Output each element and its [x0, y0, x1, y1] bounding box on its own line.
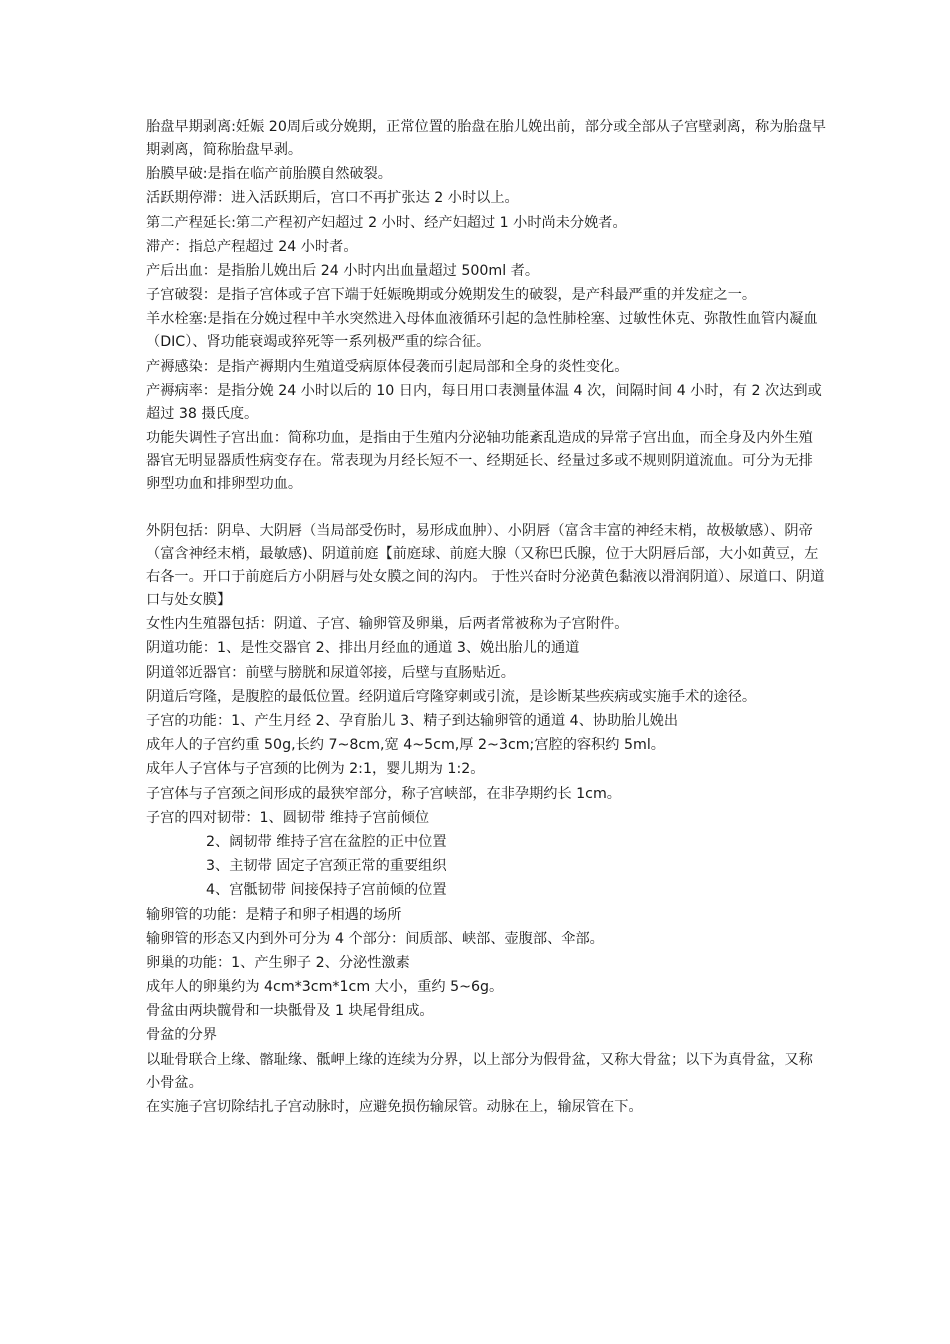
paragraph: 活跃期停滞：进入活跃期后，宫口不再扩张达 2 小时以上。	[146, 190, 519, 207]
ligament-item: 3、主韧带 固定子宫颈正常的重要组织	[206, 858, 447, 875]
paragraph: 女性内生殖器包括：阴道、子宫、输卵管及卵巢，后两者常被称为子宫附件。	[146, 616, 629, 633]
paragraph: 子宫的四对韧带：1、圆韧带 维持子宫前倾位	[146, 809, 430, 826]
paragraph: 产褥感染：是指产褥期内生殖道受病原体侵袭而引起局部和全身的炎性变化。	[146, 358, 629, 375]
document-body	[146, 116, 826, 1120]
paragraph: 成年人的卵巢约为 4cm*3cm*1cm 大小，重约 5~6g。	[146, 979, 504, 996]
paragraph: 卵巢的功能：1、产生卵子 2、分泌性激素	[146, 954, 410, 971]
paragraph: 子宫破裂：是指子宫体或子宫下端于妊娠晚期或分娩期发生的破裂，是产科最严重的并发症之一。	[146, 287, 757, 304]
paragraph: 外阴包括：阴阜、大阴唇（当局部受伤时，易形成血肿）、小阴唇（富含丰富的神经末梢，故极敏感）、阴帝（富含神经末梢，最敏感)、阴道前庭【前庭球、前庭大腺（又称巴氏腺，位于大阴唇后部，大小如黄豆，左右各一。开口于前庭后方小阴唇与处女膜之间的沟内。 于性兴奋时分泌黄色黏液以滑润阴道）、尿道口、阴道口与处女膜】	[146, 523, 825, 609]
paragraph: 阴道邻近器官：前壁与膀胱和尿道邻接，后壁与直肠贴近。	[146, 664, 515, 681]
blank-line	[146, 497, 826, 520]
paragraph: 成年人的子宫约重 50g,长约 7~8cm,宽 4~5cm,厚 2~3cm;宫腔的容积约 5ml。	[146, 737, 665, 754]
paragraph: 输卵管的形态又内到外可分为 4 个部分：间质部、峡部、壶腹部、伞部。	[146, 930, 604, 947]
ligament-item: 4、宫骶韧带 间接保持子宫前倾的位置	[206, 882, 447, 899]
paragraph: 子宫体与子宫颈之间形成的最狭窄部分，称子宫峡部，在非孕期约长 1cm。	[146, 785, 621, 802]
paragraph: 产后出血：是指胎儿娩出后 24 小时内出血量超过 500ml 者。	[146, 262, 540, 279]
paragraph: 输卵管的功能：是精子和卵子相遇的场所	[146, 906, 402, 923]
paragraph: 子宫的功能：1、产生月经 2、孕育胎儿 3、精子到达输卵管的通道 4、协助胎儿娩出	[146, 713, 679, 729]
paragraph: 以耻骨联合上缘、髂耻缘、骶岬上缘的连续为分界，以上部分为假骨盆，又称大骨盆；以下为真骨盆，又称小骨盆。	[146, 1051, 813, 1091]
paragraph: 功能失调性子宫出血：简称功血，是指由于生殖内分泌轴功能紊乱造成的异常子宫出血，而全身及内外生殖器官无明显器质性病变存在。常表现为月经长短不一、经期延长、经量过多或不规则阴道流血。可分为无排卵型功血和排卵型功血。	[146, 429, 813, 492]
paragraph: 滞产：指总产程超过 24 小时者。	[146, 238, 358, 255]
paragraph: 羊水栓塞:是指在分娩过程中羊水突然进入母体血液循环引起的急性肺栓塞、过敏性休克、弥散性血管内凝血（DIC）、肾功能衰竭或猝死等一系列极严重的综合征。	[146, 311, 818, 351]
paragraph: 胎盘早期剥离:妊娠 20周后或分娩期，正常位置的胎盘在胎儿娩出前，部分或全部从子宫壁剥离，称为胎盘早期剥离，简称胎盘早剥。	[146, 119, 826, 158]
paragraph: 胎膜早破:是指在临产前胎膜自然破裂。	[146, 166, 392, 183]
paragraph: 成年人子宫体与子宫颈的比例为 2:1，婴儿期为 1:2。	[146, 761, 485, 778]
paragraph: 产褥病率：是指分娩 24 小时以后的 10 日内，每日用口表测量体温 4 次，间隔时间 4 小时，有 2 次达到或超过 38 摄氏度。	[146, 382, 822, 422]
section-heading: 骨盆的分界	[146, 1027, 217, 1044]
paragraph: 骨盆由两块髋骨和一块骶骨及 1 块尾骨组成。	[146, 1003, 434, 1020]
paragraph: 阴道功能：1、是性交器官 2、排出月经血的通道 3、娩出胎儿的通道	[146, 640, 580, 657]
ligament-item: 2、阔韧带 维持子宫在盆腔的正中位置	[206, 833, 447, 850]
paragraph: 阴道后穹隆，是腹腔的最低位置。经阴道后穹隆穿刺或引流，是诊断某些疾病或实施手术的途径。	[146, 688, 757, 705]
paragraph: 在实施子宫切除结扎子宫动脉时，应避免损伤输尿管。动脉在上，输尿管在下。	[146, 1098, 643, 1115]
paragraph: 第二产程延长:第二产程初产妇超过 2 小时、经产妇超过 1 小时尚未分娩者。	[146, 214, 627, 231]
